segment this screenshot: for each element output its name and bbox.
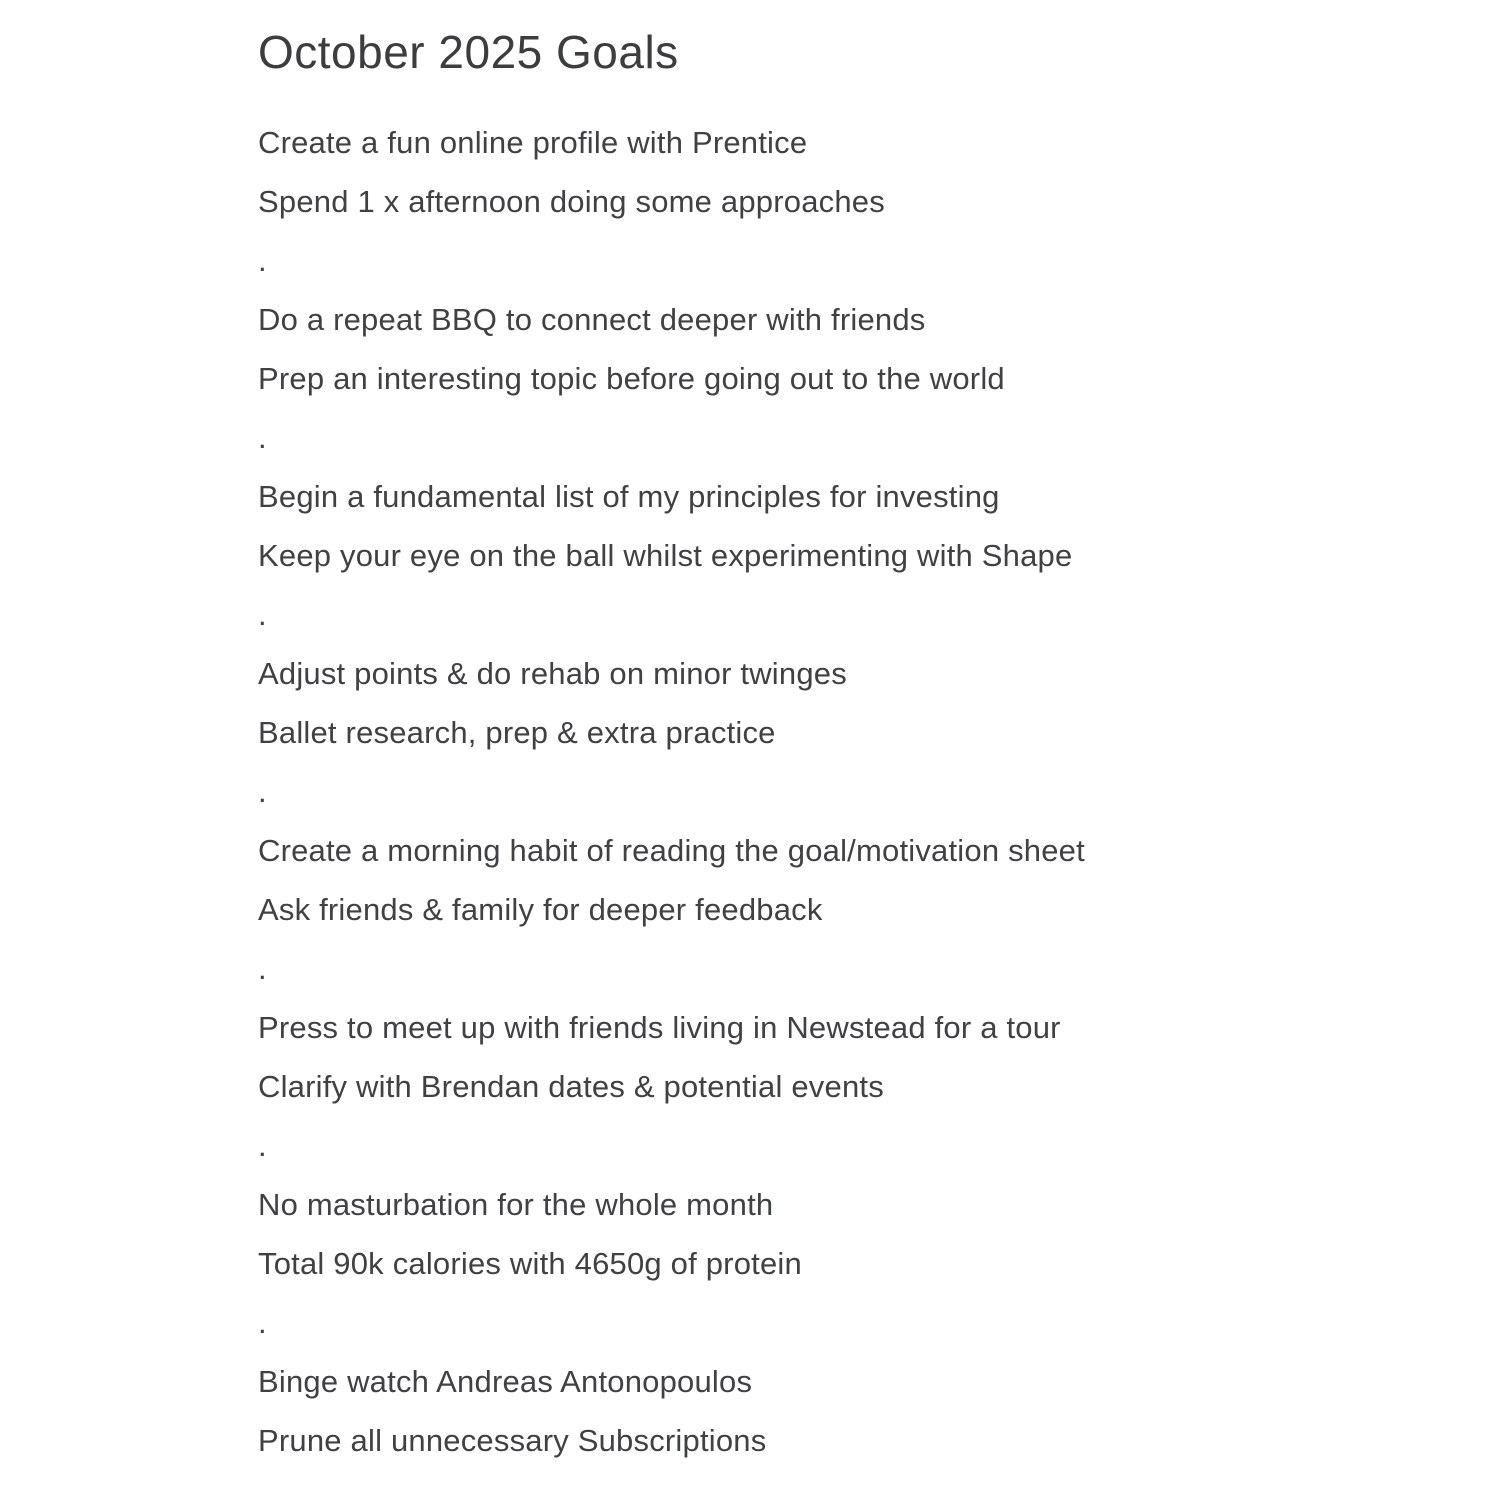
goal-line: Clarify with Brendan dates & potential events (258, 1069, 884, 1104)
separator-dot-line: . (258, 597, 267, 632)
goal-line: No masturbation for the whole month (258, 1187, 774, 1222)
goal-line: Spend 1 x afternoon doing some approaches (258, 184, 885, 219)
separator-dot-line: . (258, 1305, 267, 1340)
goal-line: Do a repeat BBQ to connect deeper with friends (258, 302, 926, 337)
goal-line: Prep an interesting topic before going out to the world (258, 361, 1005, 396)
separator-dot-line: . (258, 420, 267, 455)
goals-list (258, 113, 1440, 1470)
separator-dot-line: . (258, 951, 267, 986)
goal-line: Prune all unnecessary Subscriptions (258, 1423, 767, 1458)
separator-dot-line: . (258, 243, 267, 278)
goal-line: Create a fun online profile with Prentice (258, 125, 808, 160)
goal-line: Ask friends & family for deeper feedback (258, 892, 823, 927)
goal-line: Begin a fundamental list of my principles for investing (258, 479, 1000, 514)
separator-dot-line: . (258, 1128, 267, 1163)
goal-line: Keep your eye on the ball whilst experimenting with Shape (258, 538, 1073, 573)
goal-line: Binge watch Andreas Antonopoulos (258, 1364, 753, 1399)
goal-line: Adjust points & do rehab on minor twinges (258, 656, 847, 691)
page-title: October 2025 Goals (258, 26, 679, 78)
goal-line: Total 90k calories with 4650g of protein (258, 1246, 802, 1281)
goal-line: Create a morning habit of reading the goal/motivation sheet (258, 833, 1085, 868)
goal-line: Ballet research, prep & extra practice (258, 715, 776, 750)
separator-dot-line: . (258, 774, 267, 809)
goal-line: Press to meet up with friends living in Newstead for a tour (258, 1010, 1061, 1045)
